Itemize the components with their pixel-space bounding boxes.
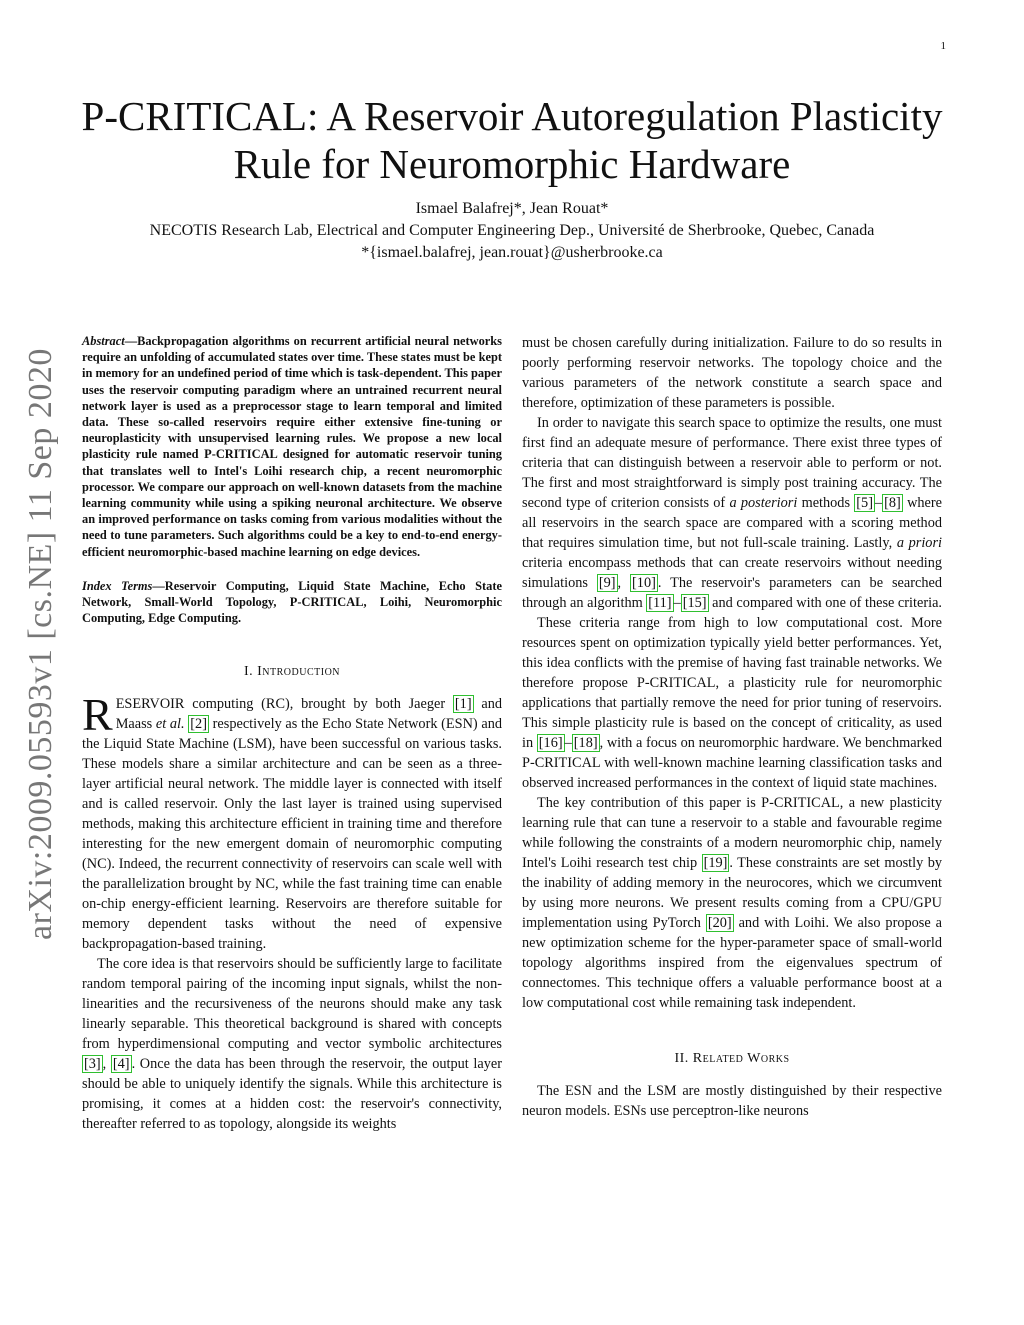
- citation-link[interactable]: [19]: [703, 855, 728, 871]
- drop-cap: R: [82, 689, 113, 741]
- right-paragraph-3: [522, 613, 942, 793]
- author-emails: *{ismael.balafrej, jean.rouat}@usherbrooke.ca: [361, 244, 663, 261]
- citation-link[interactable]: [9]: [598, 575, 616, 591]
- text-run: In order to navigate this search space to optimize the results, one must first find an adequate mesure of performance. There exist three types of criteria that can distinguish between a reservoir able to perform or not. The first and most straightforward is simply post training accuracy. The second type of criterion consists of: [522, 415, 942, 511]
- text-run: methods: [797, 495, 855, 511]
- title-line-2: Rule for Neuromorphic Hardware: [233, 141, 791, 187]
- abstract: [82, 333, 502, 560]
- citation-link[interactable]: [1]: [454, 696, 472, 713]
- text-run: a posteriori: [729, 495, 798, 511]
- text-run: ESERVOIR computing (RC), brought by both Jaeger: [115, 696, 453, 713]
- citation-link[interactable]: [4]: [112, 1056, 130, 1073]
- section-number: I.: [243, 664, 258, 680]
- index-terms: [82, 578, 502, 627]
- text-run: criteria encompass methods that can create reservoirs without needing simulations: [522, 555, 942, 591]
- right-paragraph-4: [522, 793, 942, 1013]
- author-block: [60, 198, 964, 264]
- citation-link[interactable]: [8]: [884, 495, 901, 511]
- right-paragraph-5: The ESN and the LSM are mostly distinguished by their respective neuron models. ESNs use perceptron-like neurons: [522, 1083, 942, 1119]
- text-run: a priori: [896, 535, 942, 551]
- citation-link[interactable]: [20]: [707, 915, 732, 931]
- text-run: . These constraints are set mostly by the inability of adding memory in the neurocores, which we circumvent by using more neurons. We present results coming from a CPU/GPU implementation using PyTorch: [522, 855, 942, 931]
- text-run: –: [564, 735, 572, 751]
- arxiv-identifier-stamp: arXiv:2009.05593v1 [cs.NE] 11 Sep 2020: [22, 348, 59, 940]
- section-heading-introduction: [82, 662, 502, 682]
- title-line-1: P-CRITICAL: A Reservoir Autoregulation Plasticity: [81, 93, 943, 139]
- citation-link[interactable]: [10]: [632, 575, 656, 591]
- text-run: –: [673, 595, 681, 611]
- text-run: ,: [102, 1056, 111, 1073]
- abstract-label: Abstract: [82, 334, 125, 348]
- citation-link[interactable]: [16]: [538, 735, 563, 751]
- citation-link[interactable]: [18]: [573, 735, 598, 751]
- abstract-text: —Backpropagation algorithms on recurrent artificial neural networks require an unfolding of accumulated states over time. These states must be kept in memory for an undefined period of time which is task-dependent. This paper uses the reservoir computing paradigm where an untrained recurrent neural network layer is used as a preprocessor stage to learn temporal and limited data. These so-called reservoirs require either extensive fine-tuning or neuroplasticity with unsupervised learning rules. We propose a new local plasticity rule named P-CRITICAL designed for automatic reservoir tuning that translates well to Intel's Loihi research chip, a recent neuromorphic processor. We compare our approach on well-known datasets from the machine learning community while using a spiking neuronal architecture. We observe an improved performance on tasks coming from various modalities without the need to tune parameters. Such algorithms could be a key to end-to-end energy-efficient neuromorphic-based machine learning on edge devices.: [82, 334, 502, 559]
- citation-link[interactable]: [15]: [682, 595, 707, 611]
- text-run: respectively as the Echo State Network (ESN) and the Liquid State Machine (LSM), have been successful on various tasks. These models share a similar architecture and can be seen as a three-layer artificial neural network. The middle layer is connected with itself and is called reservoir. Only the last layer is trained using supervised methods, making this architecture efficient in training time and therefore interesting for the new emergent domain of neuromorphic computing (NC). Indeed, the recurrent connectivity of reservoirs can scale well with the parallelization brought by NC, while the fast training time can enable on-chip energy-efficient learning. Reservoirs are therefore suitable for memory dependent tasks without the need of expensive backpropagation-based training.: [82, 716, 503, 953]
- intro-paragraph-2: [82, 954, 502, 1134]
- text-run: , with a focus on neuromorphic hardware. We benchmarked P-CRITICAL with well-known machine learning classification tasks and observed increased performances in the context of liquid state machines.: [522, 735, 942, 791]
- author-affiliation: NECOTIS Research Lab, Electrical and Computer Engineering Dep., Université de Sherbrooke, Quebec, Canada: [149, 222, 875, 239]
- section-heading-related-works: [522, 1049, 942, 1069]
- right-paragraph-1: must be chosen carefully during initialization. Failure to do so results in poorly performing reservoir networks. The topology choice and the various parameters of the network constitute a search space and therefore, optimization of these parameters is possible.: [522, 335, 942, 411]
- text-run: and Maass: [115, 696, 502, 733]
- text-run: These criteria range from high to low computational cost. More resources spent on optimization typically yield better performances. Yet, this idea conflicts with the premise of having fast trainable networks. We therefore propose P-CRITICAL, a plasticity rule for neuromorphic applications that partially remove the need for prior tuning of reservoirs. This simple plasticity rule is based on the concept of criticality, as used in: [522, 615, 942, 751]
- author-names: Ismael Balafrej*, Jean Rouat*: [415, 200, 609, 217]
- text-run: et al.: [155, 716, 185, 733]
- right-paragraph-2: [522, 413, 942, 613]
- text-run: The key contribution of this paper is P-CRITICAL, a new plasticity learning rule that can tune a reservoir to a stable and favourable regime while following the constraints of a modern neuromorphic chip, namely Intel's Loihi research test chip: [522, 795, 942, 871]
- index-terms-label: Index Terms: [82, 578, 153, 593]
- text-run: ,: [617, 575, 631, 591]
- text-run: and with Loihi. We also propose a new optimization scheme for the hyper-parameter space of small-world topology algorithms inspired from the eigenvalues spectrum of connectomes. This technique offers a valuable performance boost at a low computational cost while remaining task independent.: [522, 915, 942, 1011]
- text-run: where all reservoirs in the search space are compared with a scoring method that requires simulation time, but not full-scale training. Lastly,: [522, 495, 942, 551]
- text-run: –: [874, 495, 883, 511]
- paper-title: [60, 92, 964, 188]
- section-number: II.: [674, 1051, 693, 1066]
- right-column: [522, 333, 942, 1121]
- text-run: The core idea is that reservoirs should be sufficiently large to facilitate random temporal pairing of the incoming input signals, whilst the non-linearities and the recursiveness of the neurons should make any task linearly separable. This theoretical background is shared with concepts from hyperdimensional computing and vector symbolic architectures: [82, 956, 502, 1053]
- citation-link[interactable]: [11]: [648, 595, 672, 611]
- section-title: Introduction: [257, 664, 341, 680]
- text-run: . The reservoir's parameters can be searched through an algorithm: [522, 575, 942, 611]
- text-run: . Once the data has been through the reservoir, the output layer should be able to uniquely identify the signals. While this architecture is promising, it comes at a hidden cost: the reservoir's connectivity, thereafter referred to as topology, alongside its weights: [82, 1056, 502, 1133]
- page-number: 1: [940, 40, 946, 52]
- left-column: [82, 333, 502, 1134]
- citation-link[interactable]: [3]: [84, 1056, 101, 1073]
- citation-link[interactable]: [2]: [190, 716, 207, 733]
- section-title: Related Works: [692, 1051, 790, 1066]
- text-run: and compared with one of these criteria.: [708, 595, 942, 611]
- citation-link[interactable]: [5]: [856, 495, 873, 511]
- index-terms-text: —Reservoir Computing, Liquid State Machine, Echo State Network, Small-World Topology, P-CRITICAL, Loihi, Neuromorphic Computing, Edge Computing.: [82, 578, 502, 626]
- intro-paragraph-1: [82, 689, 503, 954]
